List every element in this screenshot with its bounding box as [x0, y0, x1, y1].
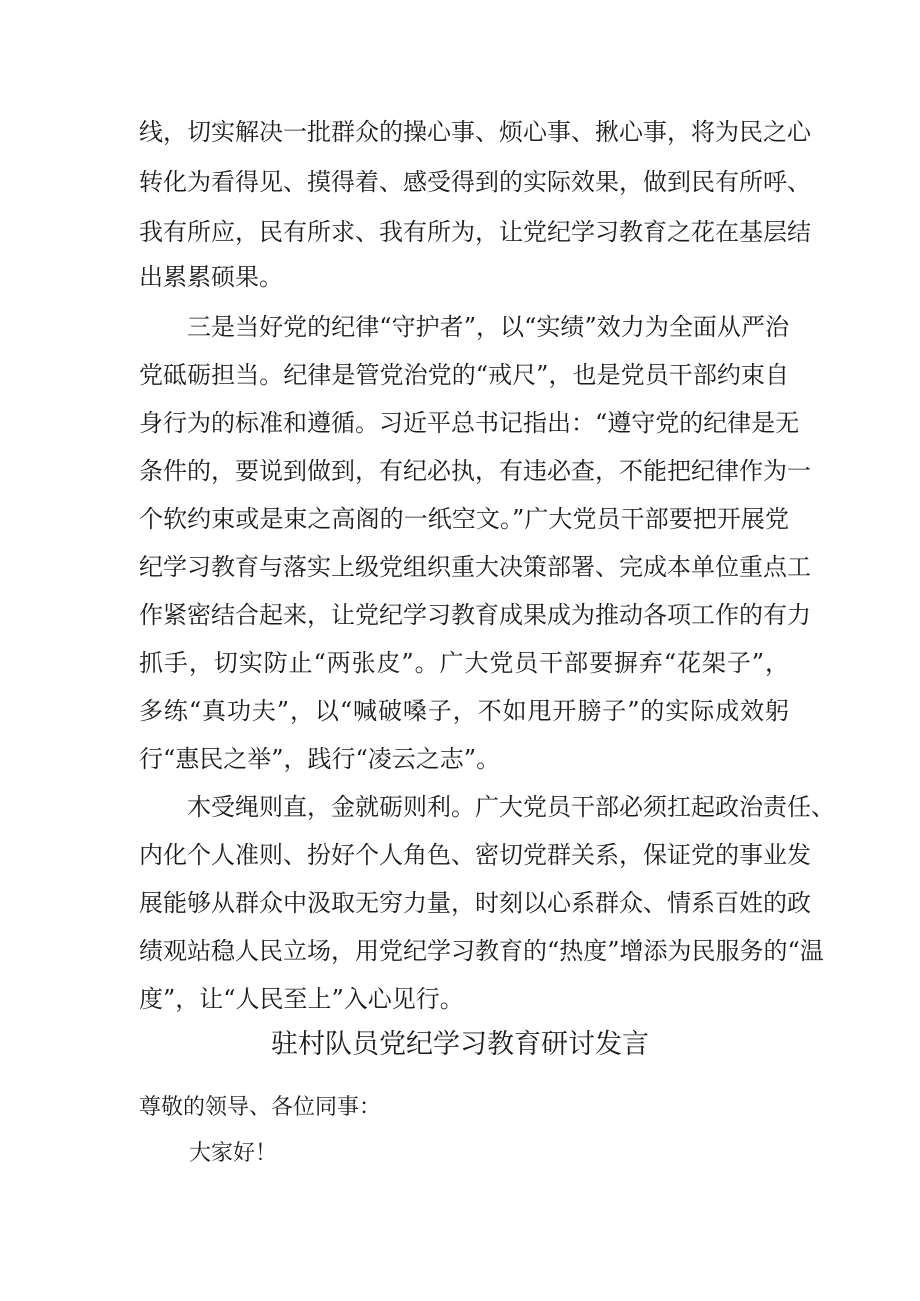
paragraph-line: 党砥砺担当。纪律是管党治党的“戒尺”，也是党员干部约束自	[139, 361, 789, 389]
paragraph-line: 纪学习教育与落实上级党组织重大决策部署、完成本单位重点工	[139, 553, 811, 581]
paragraph-line: 线，切实解决一批群众的操心事、烦心事、揪心事，将为民之心	[139, 118, 811, 146]
paragraph-line: 我有所应，民有所求、我有所为，让党纪学习教育之花在基层结	[139, 218, 811, 246]
salutation: 尊敬的领导、各位同事：	[139, 1095, 382, 1120]
paragraph-line: 条件的，要说到做到，有纪必执，有违必查，不能把纪律作为一	[139, 457, 811, 485]
opening-greeting: 大家好！	[189, 1141, 278, 1166]
paragraph-line: 绩观站稳人民立场，用党纪学习教育的“热度”增添为民服务的“温	[139, 937, 824, 965]
paragraph-line: 三是当好党的纪律“守护者”，以“实绩”效力为全面从严治	[187, 313, 789, 341]
paragraph-line: 行“惠民之举”，践行“凌云之志”。	[139, 745, 501, 773]
paragraph-line: 出累累硕果。	[139, 263, 283, 291]
paragraph-line: 展能够从群众中汲取无穷力量，时刻以心系群众、情系百姓的政	[139, 889, 811, 917]
paragraph-line: 内化个人准则、扮好个人角色、密切党群关系，保证党的事业发	[139, 841, 811, 869]
paragraph-line: 作紧密结合起来，让党纪学习教育成果成为推动各项工作的有力	[139, 601, 811, 629]
paragraph-line: 度”，让“人民至上”入心见行。	[139, 985, 464, 1013]
paragraph-line: 个软约束或是束之高阁的一纸空文。”广大党员干部要把开展党	[139, 505, 789, 533]
paragraph-line: 转化为看得见、摸得着、感受得到的实际效果，做到民有所呼、	[139, 168, 811, 196]
paragraph-line: 身行为的标准和遵循。习近平总书记指出：“遵守党的纪律是无	[139, 409, 800, 437]
paragraph-line: 木受绳则直，金就砺则利。广大党员干部必须扛起政治责任、	[187, 793, 835, 821]
paragraph-line: 多练“真功夫”，以“喊破嗓子，不如甩开膀子”的实际成效躬	[139, 697, 789, 725]
paragraph-line: 抓手，切实防止“两张皮”。广大党员干部要摒弃“花架子”，	[139, 649, 789, 677]
section-title: 驻村队员党纪学习教育研讨发言	[271, 1029, 649, 1060]
